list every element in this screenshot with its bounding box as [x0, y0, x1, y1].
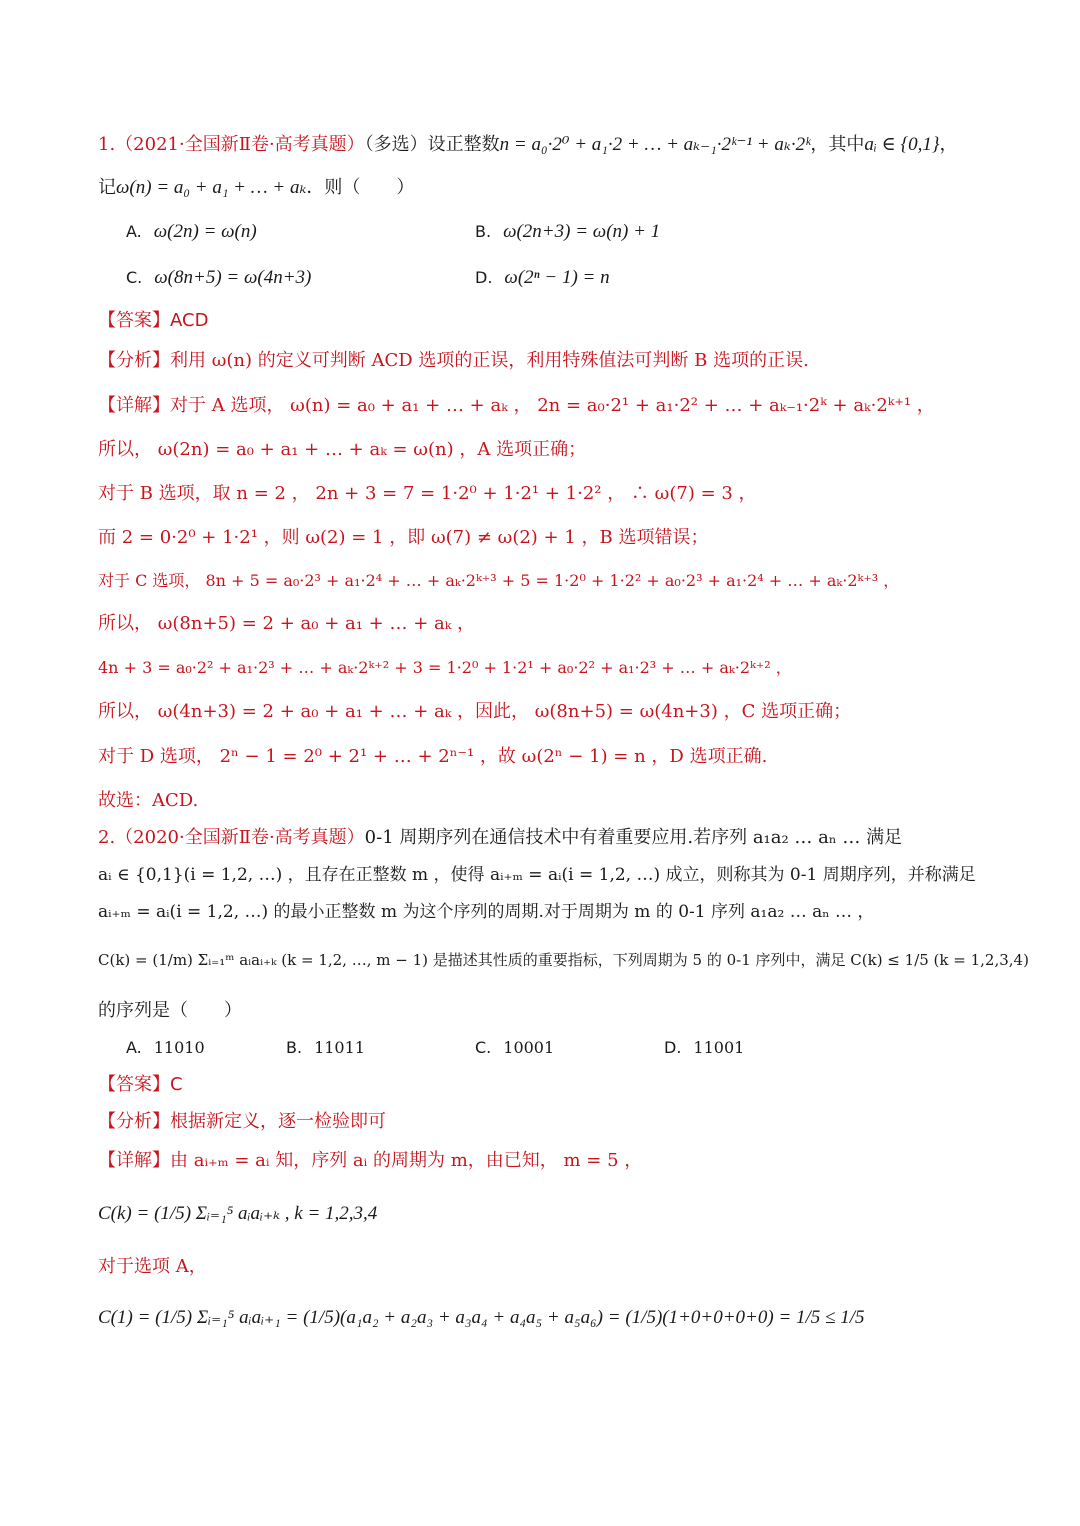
q1-stem-formula: n = a₀·2⁰ + a₁·2 + … + aₖ₋₁·2ᵏ⁻¹ + aₖ·2ᵏ [499, 134, 811, 155]
q1-stem-part3: ， [939, 134, 958, 155]
option-letter: A. [126, 222, 142, 241]
option-text: ω(2ⁿ − 1) = n [504, 267, 610, 288]
q1-stem-line2 [98, 175, 414, 201]
answer-label: 【答案】 [98, 1074, 170, 1095]
option-text: 11011 [314, 1038, 365, 1057]
q1-detail-line-7: 4n + 3 = a₀·2² + a₁·2³ + … + aₖ·2ᵏ⁺² + 3 = 1·2⁰ + 1·2¹ + a₀·2² + a₁·2³ + … + aₖ·2ᵏ⁺² ， [98, 658, 792, 677]
q2-option-c[interactable] [475, 1035, 554, 1061]
q1-stem-part1: （多选）设正整数 [364, 134, 500, 155]
answer-label: 【答案】 [98, 310, 170, 331]
option-letter: C. [475, 1038, 492, 1057]
q2-formula-ck: C(k) = (1/5) Σᵢ₌₁⁵ aᵢaᵢ₊ₖ , k = 1,2,3,4 [98, 1203, 378, 1224]
q1-option-b[interactable] [475, 219, 660, 245]
analysis-text: 利用 ω(n) 的定义可判断 ACD 选项的正误，利用特殊值法可判断 B 选项的正误. [170, 350, 809, 371]
q2-stem-line1 [98, 825, 902, 851]
q1-stem-line2-pre: 记 [98, 177, 116, 198]
option-text: ω(8n+5) = ω(4n+3) [154, 267, 312, 288]
q2-option-b[interactable] [286, 1035, 365, 1061]
q1-detail-line-3: 对于 B 选项，取 n = 2 ， 2n + 3 = 7 = 1·2⁰ + 1·2¹ + 1·2² ， ∴ ω(7) = 3 ， [98, 483, 757, 504]
q1-option-a[interactable] [126, 219, 257, 245]
q1-option-d[interactable] [475, 265, 610, 291]
option-text: 11010 [153, 1038, 205, 1057]
option-text: 11001 [693, 1038, 745, 1057]
answer-value: ACD [170, 310, 209, 331]
option-letter: A. [126, 1038, 142, 1057]
q1-answer [98, 308, 208, 334]
analysis-label: 【分析】 [98, 1111, 170, 1132]
q1-analysis [98, 348, 809, 374]
q1-stem-formula2: aᵢ ∈ {0,1} [864, 134, 940, 155]
detail-text: 由 aᵢ₊ₘ = aᵢ 知，序列 aᵢ 的周期为 m，由已知， m = 5 ， [170, 1150, 643, 1171]
option-text: 10001 [503, 1038, 555, 1057]
q2-answer [98, 1072, 183, 1098]
q2-stem-line4: C(k) = (1/m) Σᵢ₌₁ᵐ aᵢaᵢ₊ₖ (k = 1,2, …, m − 1) 是描述其性质的重要指标，下列周期为 5 的 0-1 序列中，满足 C(k) ≤ 1/5 (k = 1,2,3,4) [98, 951, 1029, 969]
option-text: ω(2n) = ω(n) [153, 221, 257, 242]
q1-final-choice: 故选：ACD. [98, 790, 199, 811]
q1-detail-line-9: 对于 D 选项， 2ⁿ − 1 = 2⁰ + 2¹ + … + 2ⁿ⁻¹ ，故 ω(2ⁿ − 1) = n ，D 选项正确. [98, 746, 768, 767]
option-letter: D. [475, 268, 493, 287]
q1-stem-line1 [98, 132, 957, 158]
q2-stem-text: 0-1 周期序列在通信技术中有着重要应用.若序列 a₁a₂ … aₙ … 满足 [364, 827, 903, 848]
option-letter: C. [126, 268, 143, 287]
detail-label: 【详解】 [98, 1150, 170, 1171]
q1-detail-line-1 [98, 393, 935, 419]
analysis-text: 根据新定义，逐一检验即可 [170, 1111, 386, 1132]
detail-label: 【详解】 [98, 395, 170, 416]
q2-header: 2.（2020·全国新Ⅱ卷·高考真题） [98, 827, 365, 848]
option-letter: B. [286, 1038, 303, 1057]
q2-detail [98, 1148, 642, 1174]
analysis-label: 【分析】 [98, 350, 170, 371]
q2-stem-line2: aᵢ ∈ {0,1}(i = 1,2, …) ，且存在正整数 m ，使得 aᵢ₊ₘ = aᵢ(i = 1,2, …) 成立，则称其为 0-1 周期序列，并称满足 [98, 865, 976, 885]
q2-option-a[interactable] [126, 1035, 205, 1061]
q1-stem-line2-formula: ω(n) = a₀ + a₁ + … + aₖ [116, 177, 307, 198]
q1-stem-part2: ，其中 [810, 134, 865, 155]
q1-detail-line-2: 所以， ω(2n) = a₀ + a₁ + … + aₖ = ω(n) ，A 选项正确； [98, 439, 587, 460]
q2-stem-line3: aᵢ₊ₘ = aᵢ(i = 1,2, …) 的最小正整数 m 为这个序列的周期.对于周期为 m 的 0-1 序列 a₁a₂ … aₙ … ， [98, 902, 875, 922]
option-letter: D. [664, 1038, 682, 1057]
q1-header: 1.（2021·全国新Ⅱ卷·高考真题） [98, 134, 365, 155]
q2-formula-c1: C(1) = (1/5) Σᵢ₌₁⁵ aᵢaᵢ₊₁ = (1/5)(a₁a₂ + a₂a₃ + a₃a₄ + a₄a₅ + a₅a₆) = (1/5)(1+0+0+0+0) = 1/5 ≤ 1/5 [98, 1307, 865, 1328]
q1-stem-line2-post: ．则（ ） [306, 177, 415, 198]
q2-option-d[interactable] [664, 1035, 744, 1061]
option-text: ω(2n+3) = ω(n) + 1 [503, 221, 661, 242]
q2-analysis [98, 1109, 386, 1135]
q1-detail-line-4: 而 2 = 0·2⁰ + 1·2¹ ，则 ω(2) = 1 ，即 ω(7) ≠ ω(2) + 1 ，B 选项错误； [98, 527, 709, 548]
q1-detail-line-5: 对于 C 选项， 8n + 5 = a₀·2³ + a₁·2⁴ + … + aₖ·2ᵏ⁺³ + 5 = 1·2⁰ + 1·2² + a₀·2³ + a₁·2⁴ + … + aₖ·2ᵏ⁺³ ， [98, 571, 900, 590]
q2-stem-line5: 的序列是（ ） [98, 1000, 242, 1021]
q2-option-a-check: 对于选项 A， [98, 1256, 207, 1277]
q1-option-c[interactable] [126, 265, 311, 291]
q1-detail-line-8: 所以， ω(4n+3) = 2 + a₀ + a₁ + … + aₖ ，因此， ω(8n+5) = ω(4n+3) ，C 选项正确； [98, 701, 852, 722]
answer-value: C [170, 1074, 183, 1095]
detail-text: 对于 A 选项， ω(n) = a₀ + a₁ + … + aₖ ， 2n = a₀·2¹ + a₁·2² + … + aₖ₋₁·2ᵏ + aₖ·2ᵏ⁺¹ ， [170, 395, 935, 416]
q1-detail-line-6: 所以， ω(8n+5) = 2 + a₀ + a₁ + … + aₖ ， [98, 613, 476, 634]
option-letter: B. [475, 222, 492, 241]
